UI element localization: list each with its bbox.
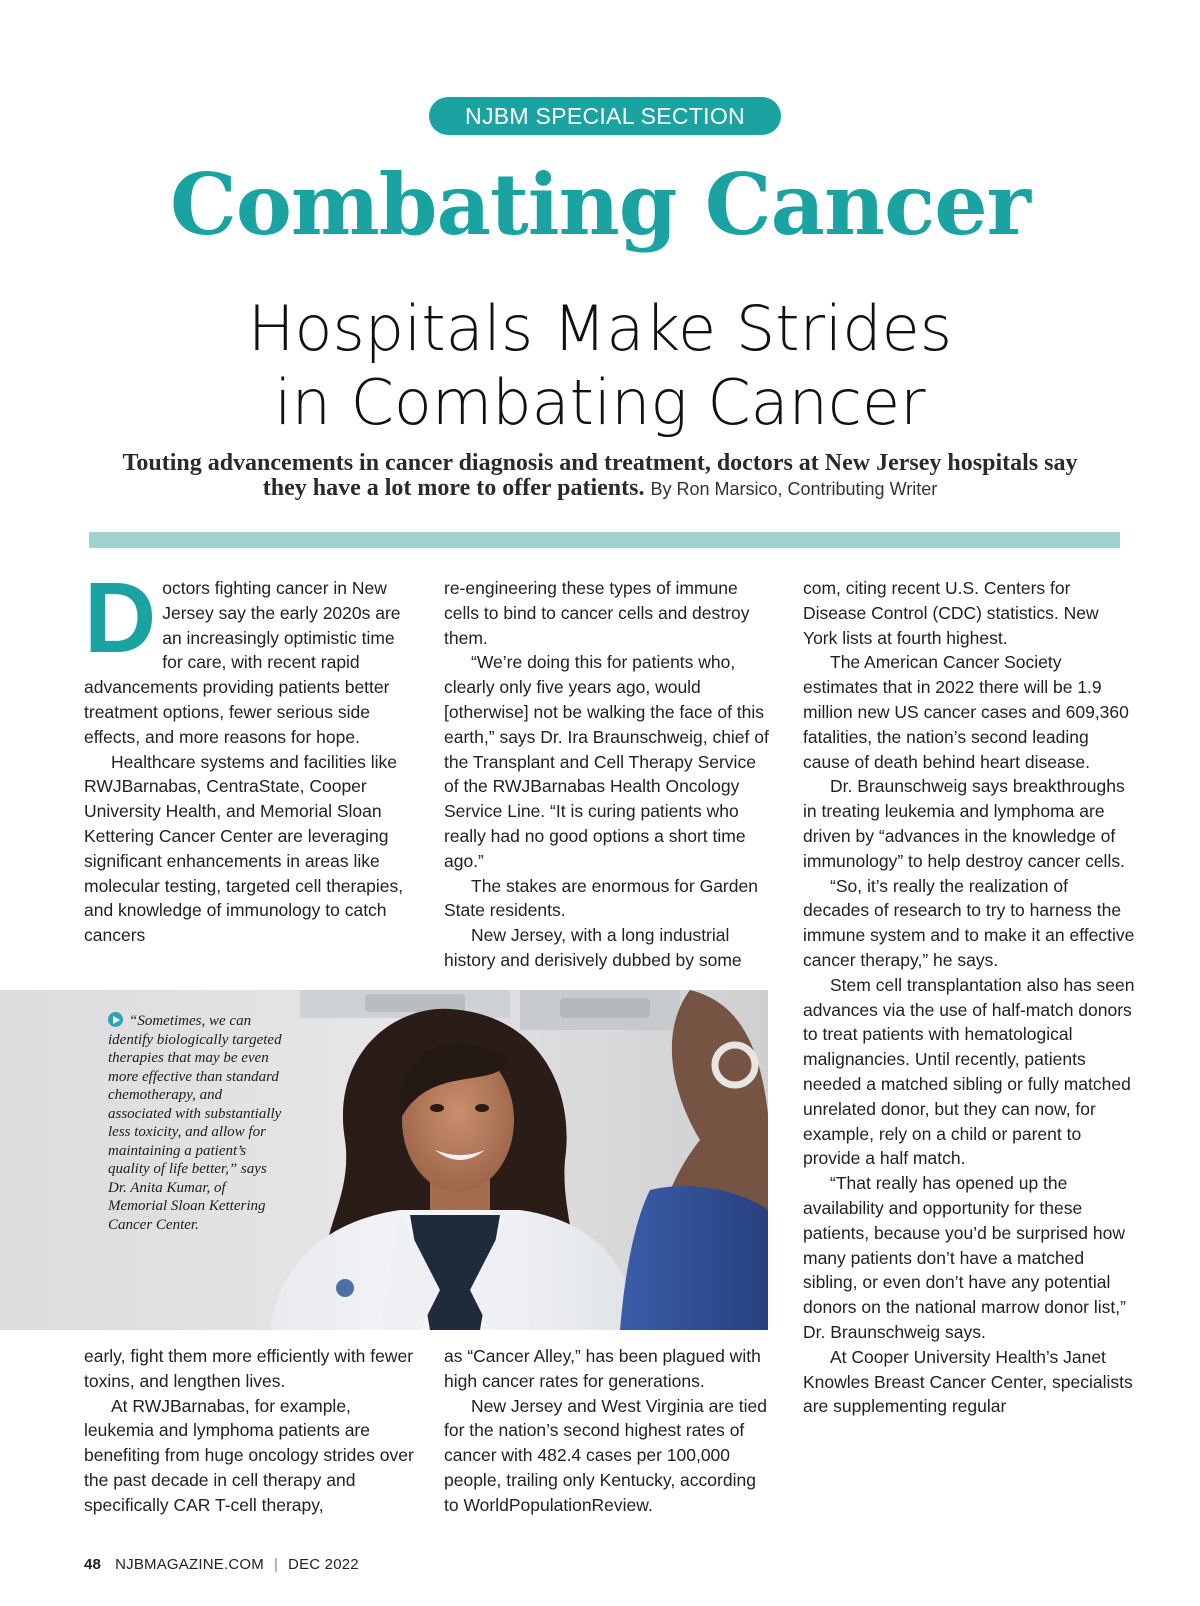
play-icon <box>108 1012 123 1027</box>
paragraph: Stem cell transplantation also has seen advances via the use of half-match donors to treat patients with hematological malignancies. Until recently, patients needed a matched sibling or fully matched unrelated donor, but they can now, for example, rely on a child or parent to provide a half match. <box>803 974 1135 1169</box>
column-1-bottom <box>84 1344 416 1518</box>
page-footer <box>84 1556 359 1573</box>
subheadline-line-1: Hospitals Make Strides <box>247 292 953 365</box>
column-2-bottom <box>444 1344 774 1518</box>
paragraph: “So, it’s really the realization of decades of research to try to harness the immune system and to make it an effective cancer therapy,” he says. <box>803 875 1135 970</box>
divider-rule <box>89 532 1120 548</box>
paragraph: New Jersey and West Virginia are tied for the nation’s second highest rates of cancer with 482.4 cases per 100,000 people, trailing only Kentucky, according to WorldPopulationReview. <box>444 1395 768 1515</box>
byline: By Ron Marsico, Contributing Writer <box>650 479 938 499</box>
site-name: NJBMAGAZINE.COM <box>115 1556 264 1573</box>
paragraph: “We’re doing this for patients who, clearly only five years ago, would [otherwise] not be walking the face of this earth,” says Dr. Ira Braunschweig, chief of the Transplant and Cell Therapy Service of the RWJBarnabas Health Oncology Service Line. “It is curing patients who really had no good options a short time ago.” <box>444 652 769 871</box>
page-number: 48 <box>84 1556 102 1573</box>
footer-separator: | <box>273 1556 279 1573</box>
column-2-top <box>444 576 774 973</box>
photo-caption <box>108 1012 286 1234</box>
paragraph-text: octors fighting cancer in New Jersey say the early 2020s are an increasingly optimistic time for care, with recent rapid advancements providing patients better treatment options, fewer serious side effects, and more reasons for hope. <box>84 578 401 747</box>
paragraph: com, citing recent U.S. Centers for Disease Control (CDC) statistics. New York lists at fourth highest. <box>803 578 1099 648</box>
paragraph: At RWJBarnabas, for example, leukemia and lymphoma patients are benefiting from huge oncology strides over the past decade in cell therapy and specifically CAR T-cell therapy, <box>84 1395 414 1515</box>
paragraph: re-engineering these types of immune cells to bind to cancer cells and destroy them. <box>444 578 750 648</box>
column-3 <box>803 576 1135 1419</box>
issue-date: DEC 2022 <box>288 1556 359 1573</box>
paragraph: Healthcare systems and facilities like RWJBarnabas, CentraState, Cooper University Health, and Memorial Sloan Kettering Cancer Center are leveraging significant enhancements in areas like molecular testing, targeted cell therapies, and knowledge of immunology to catch cancers <box>84 751 404 946</box>
article-deck <box>120 451 1080 502</box>
section-label: NJBM SPECIAL SECTION <box>429 97 781 135</box>
paragraph: At Cooper University Health’s Janet Knowles Breast Cancer Center, specialists are supplementing regular <box>803 1346 1133 1417</box>
paragraph: early, fight them more efficiently with fewer toxins, and lengthen lives. <box>84 1346 414 1391</box>
paragraph <box>84 562 416 750</box>
paragraph: The American Cancer Society estimates that in 2022 there will be 1.9 million new US cancer cases and 609,360 fatalities, the nation’s second leading cause of death behind heart disease. <box>803 652 1129 772</box>
paragraph: New Jersey, with a long industrial history and derisively dubbed by some <box>444 925 742 970</box>
paragraph: “That really has opened up the availability and opportunity for these patients, because you’d be surprised how many patients don’t have a matched sibling, or even don’t have any potential donors on the national marrow donor list,” Dr. Braunschweig says. <box>803 1173 1126 1342</box>
subheadline-line-2: in Combating Cancer <box>274 366 926 439</box>
column-1-top <box>84 562 416 948</box>
caption-text: “Sometimes, we can identify biologically targeted therapies that may be even more effective than standard chemotherapy, and associated with substantially less toxicity, and allow for maintaining a patient’s quality of life better,” says Dr. Anita Kumar, of Memorial Sloan Kettering Cancer Center. <box>108 1013 282 1233</box>
paragraph: Dr. Braunschweig says breakthroughs in treating leukemia and lymphoma are driven by “advances in the knowledge of immunology” to help destroy cancer cells. <box>803 776 1125 871</box>
paragraph: The stakes are enormous for Garden State residents. <box>444 875 758 921</box>
drop-cap: D <box>84 562 157 674</box>
paragraph: as “Cancer Alley,” has been plagued with high cancer rates for generations. <box>444 1346 761 1391</box>
deck-text: Touting advancements in cancer diagnosis and treatment, doctors at New Jersey hospitals say they have a lot more to offer patients. <box>122 450 1078 501</box>
subheadline <box>0 292 1200 440</box>
headline: Combating Cancer <box>170 155 1030 254</box>
